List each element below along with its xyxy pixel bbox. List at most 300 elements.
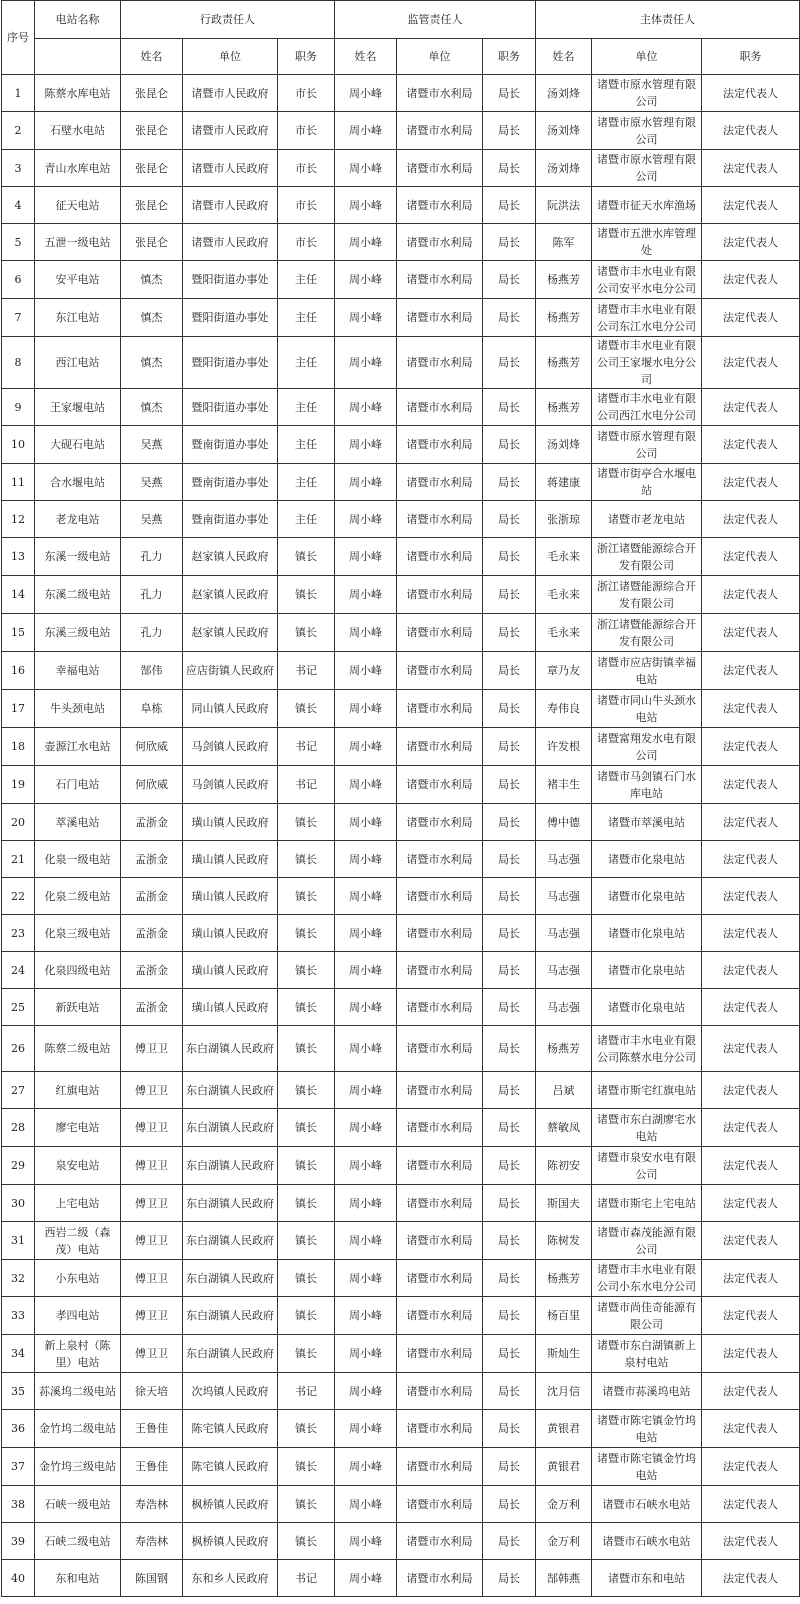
cell-supervise-name: 周小峰 xyxy=(335,1486,397,1523)
table-row xyxy=(2,1486,800,1523)
cell-supervise-unit: 诸暨市水利局 xyxy=(397,337,483,389)
cell-admin-unit: 诸暨市人民政府 xyxy=(183,150,278,187)
cell-main-name: 陈树发 xyxy=(536,1222,592,1260)
cell-supervise-unit: 诸暨市水利局 xyxy=(397,1448,483,1486)
cell-seq: 40 xyxy=(2,1560,35,1597)
cell-admin-unit: 诸暨市人民政府 xyxy=(183,224,278,261)
cell-main-unit: 诸暨市丰水电业有限公司东江水电分公司 xyxy=(592,299,702,337)
cell-admin-unit: 东白湖镇人民政府 xyxy=(183,1109,278,1147)
cell-seq: 21 xyxy=(2,841,35,878)
cell-admin-name: 徐天培 xyxy=(121,1373,183,1410)
cell-admin-name: 陈国钢 xyxy=(121,1560,183,1597)
cell-main-name: 汤刘烽 xyxy=(536,112,592,150)
cell-admin-name: 张昆仑 xyxy=(121,112,183,150)
cell-supervise-name: 周小峰 xyxy=(335,841,397,878)
cell-admin-unit: 马剑镇人民政府 xyxy=(183,766,278,804)
admin-post-header: 职务 xyxy=(278,39,335,75)
cell-seq: 36 xyxy=(2,1410,35,1448)
cell-seq: 27 xyxy=(2,1072,35,1109)
cell-seq: 14 xyxy=(2,576,35,614)
cell-station: 青山水库电站 xyxy=(35,150,121,187)
cell-admin-name: 何欣威 xyxy=(121,766,183,804)
cell-main-unit: 诸暨市泉安水电有限公司 xyxy=(592,1147,702,1185)
col-seq-header: 序号 xyxy=(2,1,35,75)
cell-supervise-name: 周小峰 xyxy=(335,952,397,989)
cell-seq: 26 xyxy=(2,1026,35,1072)
cell-admin-unit: 暨阳街道办事处 xyxy=(183,389,278,426)
cell-supervise-unit: 诸暨市水利局 xyxy=(397,261,483,299)
cell-admin-name: 寿浩林 xyxy=(121,1486,183,1523)
cell-main-unit: 诸暨市东和电站 xyxy=(592,1560,702,1597)
cell-main-unit: 诸暨市化泉电站 xyxy=(592,878,702,915)
table-row xyxy=(2,538,800,576)
cell-main-post: 法定代表人 xyxy=(702,841,800,878)
supervise-unit-header: 单位 xyxy=(397,39,483,75)
cell-admin-unit: 东白湖镇人民政府 xyxy=(183,1222,278,1260)
cell-supervise-name: 周小峰 xyxy=(335,614,397,652)
cell-supervise-post: 局长 xyxy=(483,728,536,766)
cell-admin-name: 张昆仑 xyxy=(121,187,183,224)
cell-admin-post: 书记 xyxy=(278,652,335,690)
cell-station: 新跃电站 xyxy=(35,989,121,1026)
cell-seq: 13 xyxy=(2,538,35,576)
cell-seq: 3 xyxy=(2,150,35,187)
cell-admin-unit: 璜山镇人民政府 xyxy=(183,841,278,878)
cell-main-name: 杨燕芳 xyxy=(536,299,592,337)
cell-station: 化泉四级电站 xyxy=(35,952,121,989)
cell-admin-name: 孟浙金 xyxy=(121,952,183,989)
cell-main-name: 杨燕芳 xyxy=(536,1260,592,1297)
cell-main-name: 蒋建康 xyxy=(536,464,592,501)
cell-main-name: 马志强 xyxy=(536,952,592,989)
cell-supervise-unit: 诸暨市水利局 xyxy=(397,1185,483,1222)
cell-main-unit: 诸暨市陈宅镇金竹坞电站 xyxy=(592,1410,702,1448)
table-row xyxy=(2,1410,800,1448)
table-row xyxy=(2,187,800,224)
cell-supervise-name: 周小峰 xyxy=(335,501,397,538)
table-row xyxy=(2,1260,800,1297)
cell-supervise-post: 局长 xyxy=(483,1523,536,1560)
cell-supervise-unit: 诸暨市水利局 xyxy=(397,576,483,614)
cell-supervise-unit: 诸暨市水利局 xyxy=(397,952,483,989)
cell-main-unit: 诸暨市化泉电站 xyxy=(592,841,702,878)
cell-main-unit: 诸暨市丰水电业有限公司小东水电分公司 xyxy=(592,1260,702,1297)
cell-main-post: 法定代表人 xyxy=(702,690,800,728)
cell-supervise-post: 局长 xyxy=(483,426,536,464)
cell-supervise-name: 周小峰 xyxy=(335,915,397,952)
cell-admin-unit: 暨南街道办事处 xyxy=(183,464,278,501)
cell-seq: 18 xyxy=(2,728,35,766)
cell-station: 五泄一级电站 xyxy=(35,224,121,261)
cell-main-name: 杨百里 xyxy=(536,1297,592,1335)
cell-station: 征天电站 xyxy=(35,187,121,224)
cell-station: 东溪三级电站 xyxy=(35,614,121,652)
cell-main-unit: 诸暨市五泄水库管理处 xyxy=(592,224,702,261)
cell-admin-post: 镇长 xyxy=(278,614,335,652)
table-row xyxy=(2,75,800,112)
cell-main-post: 法定代表人 xyxy=(702,337,800,389)
cell-admin-post: 主任 xyxy=(278,501,335,538)
cell-main-post: 法定代表人 xyxy=(702,1109,800,1147)
cell-admin-unit: 次坞镇人民政府 xyxy=(183,1373,278,1410)
cell-admin-unit: 枫桥镇人民政府 xyxy=(183,1523,278,1560)
cell-supervise-unit: 诸暨市水利局 xyxy=(397,1109,483,1147)
cell-admin-post: 镇长 xyxy=(278,989,335,1026)
cell-main-name: 寿伟良 xyxy=(536,690,592,728)
cell-supervise-post: 局长 xyxy=(483,224,536,261)
table-header xyxy=(2,1,800,75)
cell-admin-post: 市长 xyxy=(278,187,335,224)
supervise-group-header: 监管责任人 xyxy=(335,1,536,39)
cell-seq: 19 xyxy=(2,766,35,804)
cell-supervise-post: 局长 xyxy=(483,112,536,150)
cell-station: 金竹坞二级电站 xyxy=(35,1410,121,1448)
cell-supervise-post: 局长 xyxy=(483,915,536,952)
cell-main-name: 毛永来 xyxy=(536,576,592,614)
cell-supervise-unit: 诸暨市水利局 xyxy=(397,426,483,464)
cell-seq: 23 xyxy=(2,915,35,952)
cell-supervise-post: 局长 xyxy=(483,989,536,1026)
cell-seq: 1 xyxy=(2,75,35,112)
cell-admin-post: 镇长 xyxy=(278,1297,335,1335)
cell-main-name: 沈月信 xyxy=(536,1373,592,1410)
table-row xyxy=(2,841,800,878)
cell-station: 金竹坞三级电站 xyxy=(35,1448,121,1486)
cell-admin-post: 市长 xyxy=(278,112,335,150)
cell-admin-unit: 璜山镇人民政府 xyxy=(183,952,278,989)
cell-main-name: 马志强 xyxy=(536,841,592,878)
cell-seq: 39 xyxy=(2,1523,35,1560)
cell-main-post: 法定代表人 xyxy=(702,150,800,187)
cell-admin-name: 慎杰 xyxy=(121,337,183,389)
cell-main-unit: 诸暨市原水管理有限公司 xyxy=(592,75,702,112)
cell-admin-unit: 诸暨市人民政府 xyxy=(183,75,278,112)
cell-main-name: 马志强 xyxy=(536,878,592,915)
cell-main-unit: 诸暨市丰水电业有限公司西江水电分公司 xyxy=(592,389,702,426)
cell-station: 廖宅电站 xyxy=(35,1109,121,1147)
cell-main-unit: 诸暨市斯宅上宅电站 xyxy=(592,1185,702,1222)
cell-main-unit: 诸暨市化泉电站 xyxy=(592,989,702,1026)
cell-supervise-post: 局长 xyxy=(483,1185,536,1222)
cell-main-name: 杨燕芳 xyxy=(536,1026,592,1072)
cell-main-post: 法定代表人 xyxy=(702,1297,800,1335)
cell-admin-unit: 璜山镇人民政府 xyxy=(183,878,278,915)
cell-admin-name: 慎杰 xyxy=(121,299,183,337)
cell-supervise-name: 周小峰 xyxy=(335,1026,397,1072)
cell-supervise-unit: 诸暨市水利局 xyxy=(397,1072,483,1109)
cell-admin-unit: 暨阳街道办事处 xyxy=(183,337,278,389)
table-row xyxy=(2,728,800,766)
admin-group-header: 行政责任人 xyxy=(121,1,335,39)
cell-station: 西江电站 xyxy=(35,337,121,389)
cell-admin-post: 镇长 xyxy=(278,841,335,878)
cell-admin-unit: 东白湖镇人民政府 xyxy=(183,1185,278,1222)
cell-supervise-unit: 诸暨市水利局 xyxy=(397,614,483,652)
cell-main-post: 法定代表人 xyxy=(702,224,800,261)
cell-main-name: 黄银君 xyxy=(536,1410,592,1448)
cell-main-name: 金万利 xyxy=(536,1523,592,1560)
admin-unit-header: 单位 xyxy=(183,39,278,75)
cell-supervise-post: 局长 xyxy=(483,1260,536,1297)
cell-main-unit: 诸暨市老龙电站 xyxy=(592,501,702,538)
cell-seq: 32 xyxy=(2,1260,35,1297)
cell-admin-name: 慎杰 xyxy=(121,261,183,299)
cell-admin-name: 孔力 xyxy=(121,614,183,652)
cell-admin-unit: 东白湖镇人民政府 xyxy=(183,1260,278,1297)
cell-supervise-unit: 诸暨市水利局 xyxy=(397,1523,483,1560)
cell-main-name: 金万利 xyxy=(536,1486,592,1523)
cell-supervise-name: 周小峰 xyxy=(335,690,397,728)
cell-admin-name: 慎杰 xyxy=(121,389,183,426)
cell-supervise-name: 周小峰 xyxy=(335,224,397,261)
cell-admin-post: 镇长 xyxy=(278,1523,335,1560)
cell-supervise-name: 周小峰 xyxy=(335,1560,397,1597)
cell-admin-name: 孔力 xyxy=(121,538,183,576)
cell-admin-post: 主任 xyxy=(278,261,335,299)
cell-station: 合水堰电站 xyxy=(35,464,121,501)
cell-supervise-name: 周小峰 xyxy=(335,1072,397,1109)
table-row xyxy=(2,878,800,915)
cell-supervise-post: 局长 xyxy=(483,1222,536,1260)
cell-main-unit: 诸暨市荪溪坞电站 xyxy=(592,1373,702,1410)
cell-seq: 34 xyxy=(2,1335,35,1373)
main-post-header: 职务 xyxy=(702,39,800,75)
cell-admin-name: 孟浙金 xyxy=(121,878,183,915)
cell-admin-post: 镇长 xyxy=(278,1486,335,1523)
cell-main-unit: 浙江诸暨能源综合开发有限公司 xyxy=(592,614,702,652)
table-row xyxy=(2,1222,800,1260)
cell-supervise-post: 局长 xyxy=(483,1373,536,1410)
cell-main-unit: 诸暨市尚佳奇能源有限公司 xyxy=(592,1297,702,1335)
table-row xyxy=(2,652,800,690)
cell-station: 红旗电站 xyxy=(35,1072,121,1109)
cell-supervise-post: 局长 xyxy=(483,299,536,337)
table-row xyxy=(2,1185,800,1222)
cell-supervise-unit: 诸暨市水利局 xyxy=(397,1260,483,1297)
cell-supervise-unit: 诸暨市水利局 xyxy=(397,501,483,538)
cell-admin-unit: 东白湖镇人民政府 xyxy=(183,1026,278,1072)
cell-main-name: 阮洪法 xyxy=(536,187,592,224)
main-name-header: 姓名 xyxy=(536,39,592,75)
cell-main-post: 法定代表人 xyxy=(702,1410,800,1448)
cell-admin-name: 傅卫卫 xyxy=(121,1222,183,1260)
table-row xyxy=(2,389,800,426)
cell-supervise-name: 周小峰 xyxy=(335,1335,397,1373)
cell-main-post: 法定代表人 xyxy=(702,1523,800,1560)
cell-supervise-post: 局长 xyxy=(483,337,536,389)
cell-admin-name: 寿浩林 xyxy=(121,1523,183,1560)
cell-supervise-name: 周小峰 xyxy=(335,337,397,389)
cell-supervise-post: 局长 xyxy=(483,187,536,224)
table-row xyxy=(2,464,800,501)
cell-supervise-name: 周小峰 xyxy=(335,261,397,299)
cell-supervise-post: 局长 xyxy=(483,652,536,690)
cell-seq: 35 xyxy=(2,1373,35,1410)
cell-supervise-unit: 诸暨市水利局 xyxy=(397,1335,483,1373)
cell-seq: 15 xyxy=(2,614,35,652)
cell-main-post: 法定代表人 xyxy=(702,426,800,464)
cell-admin-post: 镇长 xyxy=(278,690,335,728)
cell-admin-unit: 陈宅镇人民政府 xyxy=(183,1448,278,1486)
cell-supervise-post: 局长 xyxy=(483,75,536,112)
cell-main-post: 法定代表人 xyxy=(702,952,800,989)
cell-supervise-unit: 诸暨市水利局 xyxy=(397,1373,483,1410)
cell-main-post: 法定代表人 xyxy=(702,389,800,426)
cell-main-unit: 诸暨市化泉电站 xyxy=(592,915,702,952)
cell-supervise-post: 局长 xyxy=(483,766,536,804)
cell-main-name: 蔡敏凤 xyxy=(536,1109,592,1147)
cell-station: 石峡一级电站 xyxy=(35,1486,121,1523)
cell-supervise-name: 周小峰 xyxy=(335,75,397,112)
cell-supervise-post: 局长 xyxy=(483,1297,536,1335)
cell-admin-name: 傅卫卫 xyxy=(121,1109,183,1147)
cell-admin-post: 主任 xyxy=(278,426,335,464)
cell-admin-post: 主任 xyxy=(278,337,335,389)
cell-station: 王家堰电站 xyxy=(35,389,121,426)
cell-admin-unit: 璜山镇人民政府 xyxy=(183,804,278,841)
cell-main-name: 汤刘烽 xyxy=(536,150,592,187)
cell-admin-name: 傅卫卫 xyxy=(121,1297,183,1335)
cell-main-unit: 诸暨市丰水电业有限公司陈蔡水电分公司 xyxy=(592,1026,702,1072)
cell-admin-unit: 枫桥镇人民政府 xyxy=(183,1486,278,1523)
cell-supervise-name: 周小峰 xyxy=(335,1410,397,1448)
cell-main-post: 法定代表人 xyxy=(702,1072,800,1109)
cell-seq: 16 xyxy=(2,652,35,690)
cell-station: 化泉二级电站 xyxy=(35,878,121,915)
cell-supervise-name: 周小峰 xyxy=(335,766,397,804)
cell-main-post: 法定代表人 xyxy=(702,1026,800,1072)
cell-admin-name: 张昆仑 xyxy=(121,224,183,261)
cell-admin-unit: 赵家镇人民政府 xyxy=(183,576,278,614)
cell-admin-post: 镇长 xyxy=(278,1147,335,1185)
cell-station: 化泉三级电站 xyxy=(35,915,121,952)
cell-main-unit: 诸暨市原水管理有限公司 xyxy=(592,426,702,464)
cell-admin-post: 书记 xyxy=(278,728,335,766)
cell-admin-name: 孔力 xyxy=(121,576,183,614)
cell-admin-post: 镇长 xyxy=(278,952,335,989)
cell-main-post: 法定代表人 xyxy=(702,1260,800,1297)
cell-supervise-post: 局长 xyxy=(483,501,536,538)
cell-main-name: 毛永来 xyxy=(536,538,592,576)
cell-supervise-name: 周小峰 xyxy=(335,112,397,150)
cell-admin-unit: 暨南街道办事处 xyxy=(183,426,278,464)
cell-supervise-post: 局长 xyxy=(483,576,536,614)
table-row xyxy=(2,1560,800,1597)
table-row xyxy=(2,299,800,337)
cell-main-name: 毛永来 xyxy=(536,614,592,652)
cell-main-name: 陈军 xyxy=(536,224,592,261)
cell-admin-unit: 暨阳街道办事处 xyxy=(183,299,278,337)
cell-main-post: 法定代表人 xyxy=(702,1373,800,1410)
cell-admin-unit: 东白湖镇人民政府 xyxy=(183,1147,278,1185)
cell-seq: 4 xyxy=(2,187,35,224)
cell-admin-post: 镇长 xyxy=(278,1072,335,1109)
cell-supervise-name: 周小峰 xyxy=(335,1260,397,1297)
table-row xyxy=(2,1448,800,1486)
cell-supervise-unit: 诸暨市水利局 xyxy=(397,538,483,576)
table-row xyxy=(2,1026,800,1072)
cell-main-unit: 诸暨市化泉电站 xyxy=(592,952,702,989)
cell-seq: 38 xyxy=(2,1486,35,1523)
table-row xyxy=(2,112,800,150)
cell-admin-post: 书记 xyxy=(278,1560,335,1597)
cell-supervise-unit: 诸暨市水利局 xyxy=(397,187,483,224)
cell-supervise-unit: 诸暨市水利局 xyxy=(397,1486,483,1523)
cell-supervise-unit: 诸暨市水利局 xyxy=(397,389,483,426)
cell-supervise-unit: 诸暨市水利局 xyxy=(397,878,483,915)
cell-supervise-name: 周小峰 xyxy=(335,1222,397,1260)
supervise-post-header: 职务 xyxy=(483,39,536,75)
cell-station: 老龙电站 xyxy=(35,501,121,538)
cell-main-post: 法定代表人 xyxy=(702,989,800,1026)
cell-station: 石门电站 xyxy=(35,766,121,804)
cell-main-post: 法定代表人 xyxy=(702,878,800,915)
cell-admin-name: 孟浙金 xyxy=(121,841,183,878)
table-row xyxy=(2,501,800,538)
col-station-header: 电站名称 xyxy=(35,1,121,39)
cell-supervise-unit: 诸暨市水利局 xyxy=(397,728,483,766)
cell-station: 东溪二级电站 xyxy=(35,576,121,614)
cell-admin-unit: 赵家镇人民政府 xyxy=(183,538,278,576)
cell-supervise-name: 周小峰 xyxy=(335,426,397,464)
cell-admin-name: 郜伟 xyxy=(121,652,183,690)
cell-station: 新上泉村（陈里）电站 xyxy=(35,1335,121,1373)
cell-main-unit: 诸暨市石峡水电站 xyxy=(592,1486,702,1523)
cell-station: 牛头颈电站 xyxy=(35,690,121,728)
cell-station: 泉安电站 xyxy=(35,1147,121,1185)
cell-supervise-post: 局长 xyxy=(483,389,536,426)
cell-supervise-name: 周小峰 xyxy=(335,804,397,841)
cell-station: 孝四电站 xyxy=(35,1297,121,1335)
cell-seq: 2 xyxy=(2,112,35,150)
cell-main-name: 张浙琼 xyxy=(536,501,592,538)
cell-admin-unit: 东和乡人民政府 xyxy=(183,1560,278,1597)
cell-supervise-name: 周小峰 xyxy=(335,1147,397,1185)
cell-main-unit: 诸暨市东白湖镇新上泉村电站 xyxy=(592,1335,702,1373)
cell-main-unit: 诸暨富翔发水电有限公司 xyxy=(592,728,702,766)
cell-seq: 5 xyxy=(2,224,35,261)
cell-admin-post: 镇长 xyxy=(278,1260,335,1297)
cell-admin-unit: 东白湖镇人民政府 xyxy=(183,1297,278,1335)
cell-main-name: 章乃友 xyxy=(536,652,592,690)
cell-supervise-post: 局长 xyxy=(483,1448,536,1486)
cell-seq: 11 xyxy=(2,464,35,501)
cell-supervise-name: 周小峰 xyxy=(335,538,397,576)
cell-supervise-unit: 诸暨市水利局 xyxy=(397,804,483,841)
cell-seq: 29 xyxy=(2,1147,35,1185)
cell-station: 东江电站 xyxy=(35,299,121,337)
cell-main-post: 法定代表人 xyxy=(702,299,800,337)
cell-admin-post: 市长 xyxy=(278,75,335,112)
table-row xyxy=(2,224,800,261)
table-body xyxy=(2,75,800,1597)
cell-supervise-name: 周小峰 xyxy=(335,1297,397,1335)
cell-main-unit: 诸暨市马剑镇石门水库电站 xyxy=(592,766,702,804)
cell-main-post: 法定代表人 xyxy=(702,1560,800,1597)
cell-admin-name: 傅卫卫 xyxy=(121,1260,183,1297)
cell-admin-post: 镇长 xyxy=(278,576,335,614)
cell-station: 西岩二级（森茂）电站 xyxy=(35,1222,121,1260)
cell-supervise-unit: 诸暨市水利局 xyxy=(397,150,483,187)
table-row xyxy=(2,1523,800,1560)
table-row xyxy=(2,1335,800,1373)
table-row xyxy=(2,150,800,187)
cell-station: 陈蔡二级电站 xyxy=(35,1026,121,1072)
cell-admin-name: 傅卫卫 xyxy=(121,1335,183,1373)
cell-seq: 9 xyxy=(2,389,35,426)
cell-admin-unit: 赵家镇人民政府 xyxy=(183,614,278,652)
cell-main-name: 斯灿生 xyxy=(536,1335,592,1373)
